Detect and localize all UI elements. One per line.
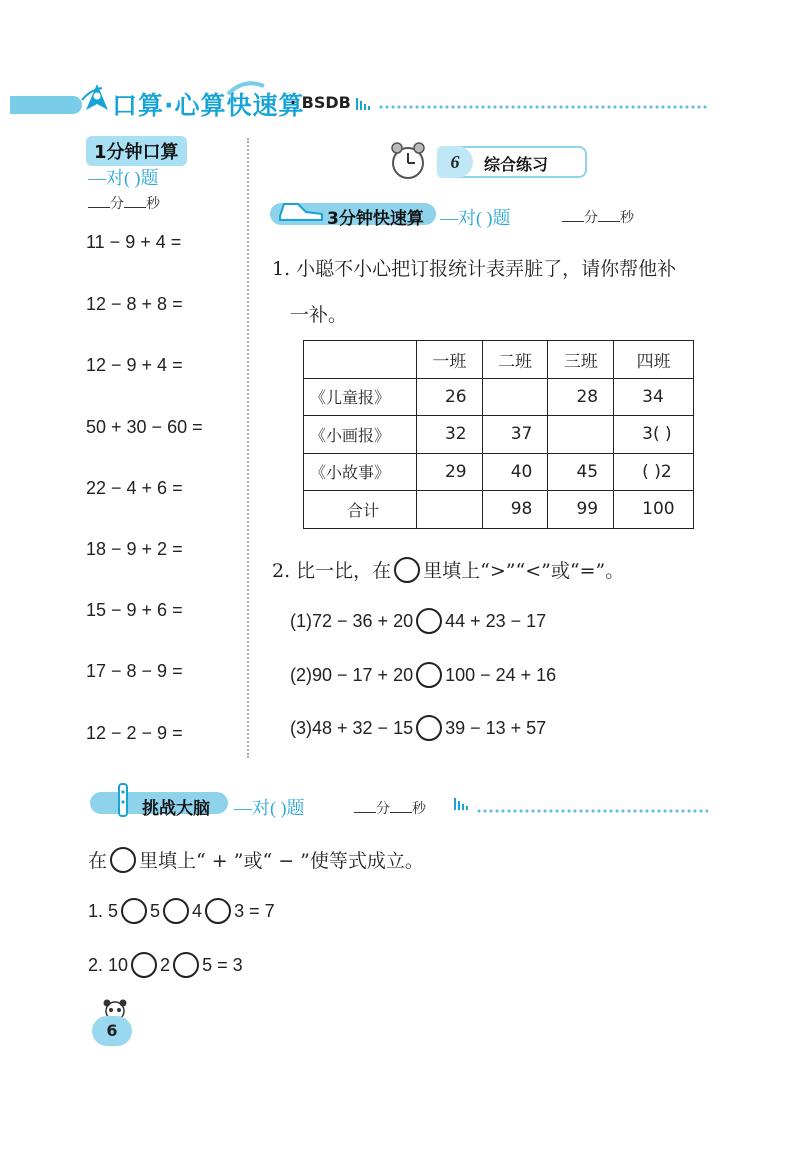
- table-cell[interactable]: [482, 378, 548, 416]
- page-number: 6: [92, 1016, 132, 1046]
- oral-calc-label: 1分钟口算: [86, 136, 187, 166]
- speed-calc-label: 3分钟快速算: [327, 209, 424, 229]
- header-edition: · BSDB: [290, 93, 351, 112]
- signal-bars-icon: [454, 796, 474, 810]
- oral-calc-score: —对( )题: [88, 168, 159, 188]
- table-cell: 99: [548, 491, 614, 529]
- problem-part: 3 = 7: [234, 900, 275, 921]
- signal-bars-icon: [356, 96, 376, 110]
- table-cell[interactable]: ( )2: [614, 453, 694, 491]
- header-decor-bar: [10, 96, 82, 114]
- sneaker-icon: [276, 194, 326, 224]
- compare-right: 100 − 24 + 16: [445, 664, 557, 685]
- table-cell: 100: [614, 491, 694, 529]
- problem-part: 2. 10: [88, 954, 129, 975]
- oral-equation: 15 − 9 + 6 =: [86, 600, 183, 620]
- answer-circle[interactable]: [416, 715, 442, 741]
- rocket-logo-icon: [80, 80, 114, 116]
- table-cell: 《小画报》: [304, 416, 417, 454]
- q1-text-line1: 1. 小聪不小心把订报统计表弄脏了，请你帮他补: [272, 258, 677, 280]
- table-row: [304, 416, 694, 454]
- challenge-label: 挑战大脑: [142, 799, 210, 819]
- table-cell: 26: [416, 378, 482, 416]
- table-row: [304, 491, 694, 529]
- header-title: 口算·心算快速算: [112, 91, 305, 120]
- table-cell[interactable]: [548, 416, 614, 454]
- section-number: 6: [437, 146, 473, 178]
- answer-circle[interactable]: [131, 952, 157, 978]
- oral-equation: 12 − 8 + 8 =: [86, 294, 183, 314]
- table-cell[interactable]: [416, 491, 482, 529]
- giraffe-icon: [112, 780, 134, 820]
- problem-part: 2: [160, 954, 171, 975]
- newspaper-table: [303, 340, 694, 529]
- answer-circle[interactable]: [121, 898, 147, 924]
- oral-equation: 11 − 9 + 4 =: [86, 232, 182, 252]
- table-row: [304, 453, 694, 491]
- answer-circle[interactable]: [173, 952, 199, 978]
- challenge-dotted-line: [476, 808, 708, 814]
- compare-left: (1)72 − 36 + 20: [290, 610, 414, 631]
- swoosh-icon: [226, 78, 266, 96]
- speed-calc-score: —对( )题: [440, 208, 511, 228]
- column-divider: [247, 138, 249, 758]
- table-cell: 二班: [482, 341, 548, 379]
- problem-part: 5 = 3: [202, 954, 243, 975]
- table-cell: 37: [482, 416, 548, 454]
- table-cell: 四班: [614, 341, 694, 379]
- answer-circle[interactable]: [163, 898, 189, 924]
- table-cell: 《儿童报》: [304, 378, 417, 416]
- compare-right: 39 − 13 + 57: [445, 717, 547, 738]
- answer-circle[interactable]: [416, 608, 442, 634]
- oral-equation: 17 − 8 − 9 =: [86, 661, 183, 681]
- table-cell: 34: [614, 378, 694, 416]
- problem-part: 4: [192, 900, 203, 921]
- answer-circle: [394, 557, 420, 583]
- table-cell: 32: [416, 416, 482, 454]
- oral-equation: 22 − 4 + 6 =: [86, 478, 183, 498]
- oral-equation: 18 − 9 + 2 =: [86, 539, 183, 559]
- q2-prompt-start: 2. 比一比，在: [272, 560, 392, 582]
- table-cell: 40: [482, 453, 548, 491]
- table-header-row: [304, 341, 694, 379]
- table-row: [304, 378, 694, 416]
- answer-circle: [110, 847, 136, 873]
- table-cell: 三班: [548, 341, 614, 379]
- compare-item: [290, 715, 546, 741]
- challenge-time: 分 秒: [354, 798, 426, 818]
- q1-text-line2: 一补。: [290, 304, 348, 326]
- problem-part: 1. 5: [88, 900, 119, 921]
- answer-circle[interactable]: [416, 662, 442, 688]
- oral-equation: 50 + 30 − 60 =: [86, 417, 203, 437]
- problem-part: 5: [150, 900, 161, 921]
- oral-equation: 12 − 2 − 9 =: [86, 723, 183, 743]
- compare-left: (3)48 + 32 − 15: [290, 717, 414, 738]
- challenge-score: —对( )题: [234, 798, 305, 818]
- compare-right: 44 + 23 − 17: [445, 610, 547, 631]
- answer-circle[interactable]: [205, 898, 231, 924]
- challenge-problem: [88, 952, 243, 978]
- table-cell: 29: [416, 453, 482, 491]
- table-cell: 一班: [416, 341, 482, 379]
- compare-left: (2)90 − 17 + 20: [290, 664, 414, 685]
- speed-calc-time: 分 秒: [562, 207, 634, 227]
- table-cell: [304, 341, 417, 379]
- compare-item: [290, 608, 546, 634]
- alarm-clock-icon: [388, 140, 428, 182]
- table-cell: 《小故事》: [304, 453, 417, 491]
- challenge-problem: [88, 898, 275, 924]
- oral-equation: 12 − 9 + 4 =: [86, 355, 183, 375]
- challenge-prompt: [88, 846, 424, 873]
- challenge-prompt-start: 在: [88, 850, 108, 872]
- section-title: 综合练习: [484, 155, 549, 174]
- header-dotted-line: [378, 104, 708, 110]
- oral-calc-time: 分 秒: [88, 193, 160, 213]
- compare-item: [290, 662, 556, 688]
- table-cell: 28: [548, 378, 614, 416]
- table-cell: 合计: [304, 491, 417, 529]
- q2-prompt: [272, 556, 624, 583]
- challenge-prompt-end: 里填上“ + ”或“ − ”使等式成立。: [139, 850, 424, 872]
- table-cell: 98: [482, 491, 548, 529]
- table-cell[interactable]: 3( ): [614, 416, 694, 454]
- q2-prompt-end: 里填上“>”“<”或“=”。: [423, 560, 625, 582]
- table-cell: 45: [548, 453, 614, 491]
